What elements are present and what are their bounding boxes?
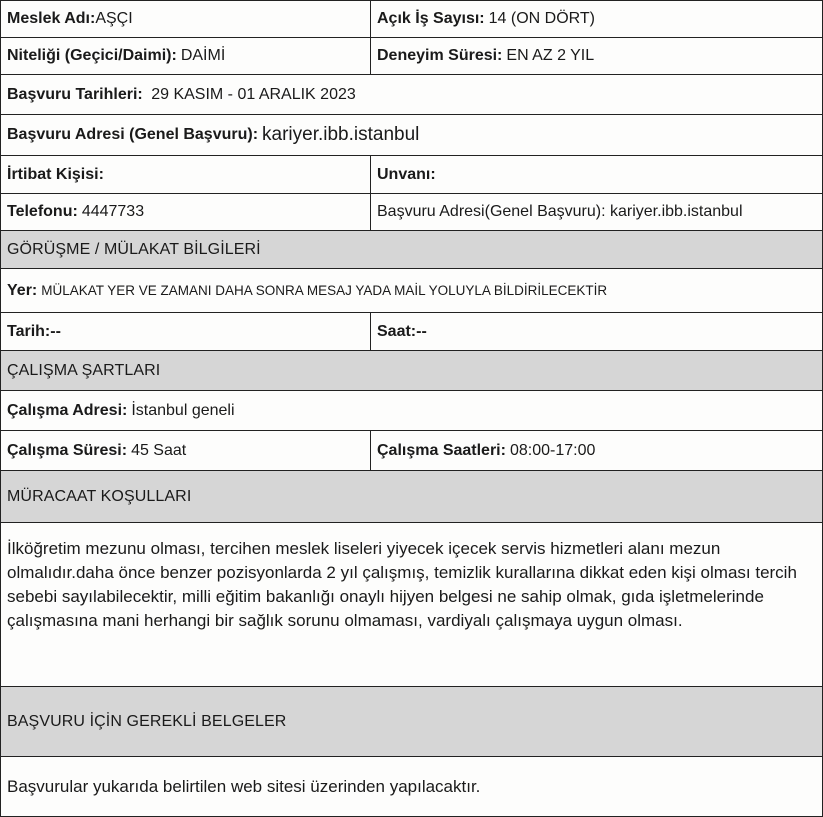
row-irtibat — [1, 156, 822, 194]
meslek-value: AŞÇI — [95, 10, 133, 27]
meslek-label: Meslek Adı: — [7, 10, 96, 27]
basvuru-adresi-label: Başvuru Adresi (Genel Başvuru): — [7, 126, 259, 143]
basvuru-adresi-2-text: Başvuru Adresi(Genel Başvuru): kariyer.ibb.istanbul — [377, 203, 743, 220]
telefon-value: 4447733 — [81, 203, 145, 220]
nitelik-label: Niteliği (Geçici/Daimi): — [7, 47, 177, 64]
deneyim-value: EN AZ 2 YIL — [506, 47, 595, 64]
yer-value: MÜLAKAT YER VE ZAMANI DAHA SONRA MESAJ YADA MAİL YOLUYLA BİLDİRİLECEKTİR — [41, 283, 608, 298]
basvuru-adresi-value: kariyer.ibb.istanbul — [262, 124, 420, 145]
calisma-saatleri-value: 08:00-17:00 — [509, 441, 596, 459]
nitelik-value: DAİMİ — [180, 47, 226, 64]
unvan-label: Unvanı: — [377, 165, 436, 183]
saat-text: Saat:-- — [377, 322, 427, 340]
calisma-adresi-label: Çalışma Adresi: — [7, 401, 128, 419]
basvuru-adresi-2-cell — [371, 194, 822, 230]
muracaat-header-text: MÜRACAAT KOŞULLARI — [7, 487, 192, 505]
telefon-cell — [1, 194, 371, 230]
row-yer — [1, 269, 822, 313]
deneyim-cell — [371, 38, 822, 74]
unvan-cell — [371, 156, 822, 193]
row-tarih-saat — [1, 313, 822, 351]
yer-label: Yer: — [7, 281, 38, 299]
section-belgeler-header — [1, 687, 822, 757]
tarih-text: Tarih:-- — [7, 322, 61, 340]
irtibat-cell — [1, 156, 371, 193]
basvuru-tarihleri-value: 29 KASIM - 01 ARALIK 2023 — [151, 85, 356, 103]
acik-is-cell — [371, 1, 822, 37]
row-basvuru-adresi — [1, 115, 822, 156]
tarih-cell — [1, 313, 371, 350]
row-telefon — [1, 194, 822, 231]
belgeler-header-text: BAŞVURU İÇİN GEREKLİ BELGELER — [7, 712, 287, 730]
section-muracaat-header — [1, 471, 822, 523]
section-calisma-header — [1, 351, 822, 391]
row-calisma-adresi — [1, 391, 822, 431]
row-belgeler-text — [1, 757, 822, 816]
row-muracaat-text — [1, 523, 822, 687]
section-gorusme-header — [1, 231, 822, 269]
meslek-cell — [1, 1, 371, 37]
row-nitelik — [1, 38, 822, 75]
calisma-adresi-value: İstanbul geneli — [131, 401, 235, 419]
calisma-suresi-label: Çalışma Süresi: — [7, 441, 128, 459]
row-basvuru-tarihleri — [1, 75, 822, 115]
acik-is-label: Açık İş Sayısı: — [377, 10, 485, 27]
calisma-suresi-value: 45 Saat — [131, 441, 187, 459]
deneyim-label: Deneyim Süresi: — [377, 47, 503, 64]
acik-is-value: 14 (ON DÖRT) — [488, 10, 596, 27]
calisma-header-text: ÇALIŞMA ŞARTLARI — [7, 361, 161, 379]
belgeler-text: Başvurular yukarıda belirtilen web sitesi üzerinden yapılacaktır. — [7, 776, 481, 796]
saat-cell — [371, 313, 822, 350]
calisma-saatleri-cell — [371, 431, 822, 470]
gorusme-header-text: GÖRÜŞME / MÜLAKAT BİLGİLERİ — [7, 240, 261, 258]
calisma-suresi-cell — [1, 431, 371, 470]
row-meslek — [1, 1, 822, 38]
basvuru-tarihleri-label: Başvuru Tarihleri: — [7, 85, 143, 103]
calisma-saatleri-label: Çalışma Saatleri: — [377, 441, 506, 459]
row-calisma-sure-saat — [1, 431, 822, 471]
nitelik-cell — [1, 38, 371, 74]
irtibat-label: İrtibat Kişisi: — [7, 165, 104, 183]
telefon-label: Telefonu: — [7, 203, 78, 220]
muracaat-kosullari-text: İlköğretim mezunu olması, tercihen meslek liseleri yiyecek içecek servis hizmetleri alanı mezun olmalıdır.daha önce benzer pozisyonlarda 2 yıl çalışmış, temizlik kurallarına dikkat eden kişi olması tercih sebebi sayılabilecektir, milli eğitim bakanlığı onaylı hijyen belgesi ne sahip olmak, gıda işletmelerinde çalışmasına mani herhangi bir sağlık sorunu olmaması, vardiyalı çalışmaya uygun olması. — [7, 539, 797, 630]
